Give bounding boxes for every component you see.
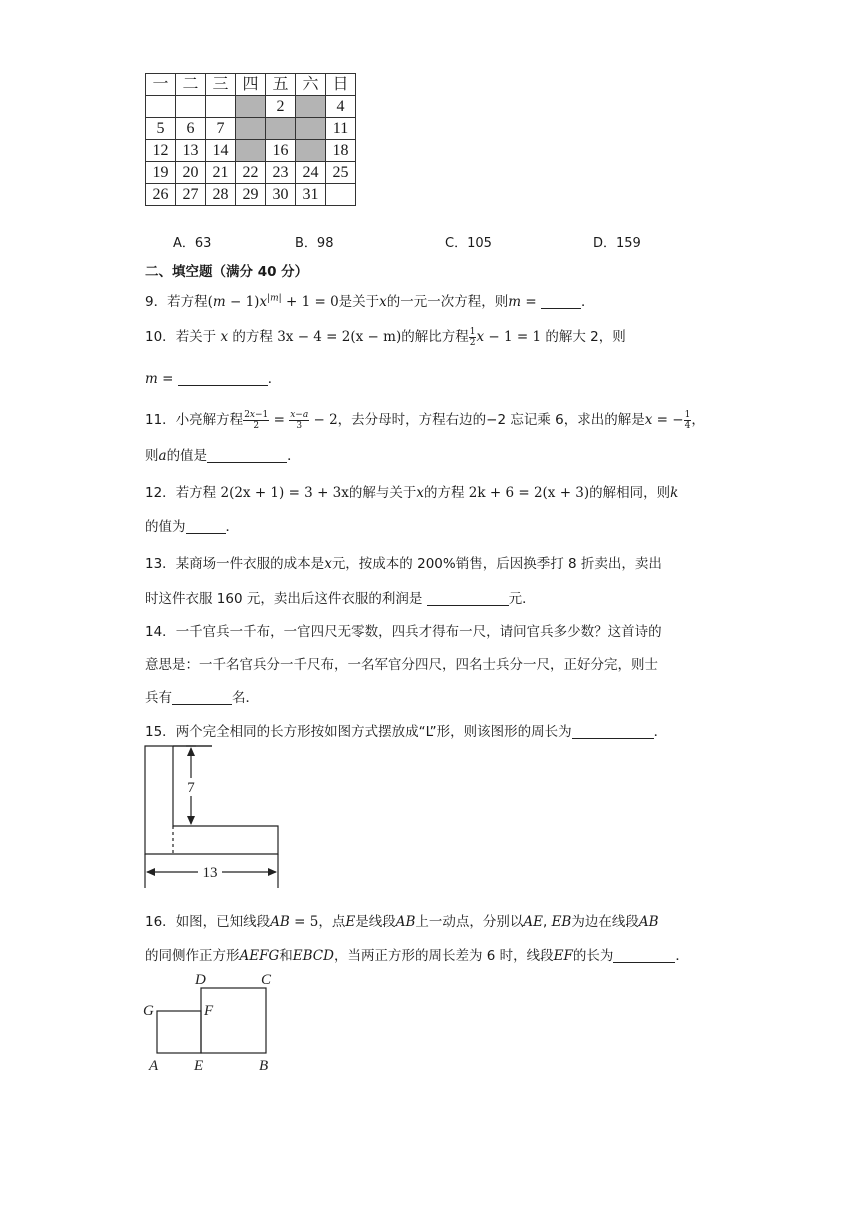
math-equation: $(m - 1)x^{|m|} + 1 = 0$	[207, 293, 339, 310]
question-text: 若方程	[175, 485, 221, 501]
question-number: 14．	[145, 624, 176, 640]
l-shape-outline	[145, 746, 278, 854]
arrow-left-icon	[146, 868, 155, 876]
calendar-header-cell: 六	[296, 74, 326, 96]
label-a: A	[149, 1058, 159, 1074]
math-equation: 3x − 4 = 2(x − m)	[277, 329, 402, 345]
question-text: ．	[581, 294, 595, 310]
label-f: F	[204, 1003, 214, 1019]
calendar-cell: 4	[326, 96, 356, 118]
label-7: 7	[187, 780, 195, 796]
question-15	[145, 720, 667, 740]
calendar-cell	[146, 96, 176, 118]
question-12-cont	[145, 515, 239, 535]
two-squares-figure	[140, 968, 280, 1076]
question-number: 13．	[145, 556, 176, 572]
answer-blank[interactable]	[427, 591, 509, 606]
label-13: 13	[202, 865, 218, 881]
arrow-down-icon	[187, 816, 195, 825]
answer-blank[interactable]	[541, 294, 581, 309]
question-text: ．	[225, 519, 239, 535]
answer-blank[interactable]	[207, 448, 287, 463]
calendar-cell: 13	[176, 140, 206, 162]
calendar-cell: 20	[176, 162, 206, 184]
question-text: 若方程	[167, 294, 208, 310]
square-ebcd	[201, 988, 266, 1053]
question-text: ．	[653, 724, 668, 740]
math-equation: 2(2x + 1) = 3 + 3x	[220, 485, 349, 501]
answer-blank[interactable]	[186, 519, 226, 534]
answer-blank[interactable]	[172, 690, 232, 705]
question-text: 的方程	[424, 485, 469, 501]
calendar-cell: 12	[146, 140, 176, 162]
arrow-right-icon	[268, 868, 277, 876]
calendar-cell: 26	[146, 184, 176, 206]
question-text: 的解相同，则	[589, 485, 671, 501]
answer-blank[interactable]	[613, 948, 675, 963]
question-text: 是线段	[355, 914, 396, 930]
calendar-cell: 5	[146, 118, 176, 140]
calendar-cell: 21	[206, 162, 236, 184]
calendar-header-cell: 一	[146, 74, 176, 96]
arrow-up-icon	[187, 747, 195, 756]
question-text: 和	[279, 948, 293, 964]
calendar-cell-shaded	[296, 118, 326, 140]
question-text: 元，按成本的 200%销售，后因换季打 8 折卖出，卖出	[331, 556, 662, 572]
question-text: 一千官兵一千布，一官四尺无零数，四兵才得布一尺，请问官兵多少数？这首诗的	[175, 624, 662, 640]
question-text: ，	[691, 412, 705, 428]
question-text: 是关于	[338, 294, 380, 310]
calendar-cell-shaded	[296, 140, 326, 162]
question-text: 的解大 2，则	[545, 329, 626, 345]
calendar-cell: 30	[266, 184, 296, 206]
calendar-cell: 25	[326, 162, 356, 184]
question-number: 15．	[145, 724, 176, 740]
question-14-cont	[145, 686, 259, 706]
label-d: D	[195, 972, 206, 988]
question-text: 的同侧作正方形	[145, 948, 240, 964]
question-text: ，去分母时，方程右边的−2 忘记乘 6，求出的解是	[337, 412, 645, 428]
question-text: ，当两正方形的周长差为 6 时，线段	[333, 948, 554, 964]
calendar-cell: 18	[326, 140, 356, 162]
question-13	[145, 552, 662, 572]
question-text: 元．	[508, 591, 536, 607]
answer-blank[interactable]	[572, 724, 654, 739]
question-10: 10．若关于 x 的方程 3x − 4 = 2(x − m)的解比方程 $\frac{1}{2}$ x − 1 = 1 的解大 2，则	[145, 326, 626, 348]
calendar-row	[146, 96, 356, 118]
calendar-cell: 29	[236, 184, 266, 206]
question-11: 11．小亮解方程 $\frac{2x-1}{2}$ = $\frac{x-a}{3}$ − 2，去分母时，方程右边的−2 忘记乘 6，求出的解是x = − $\frac{1}{4}$ ，	[145, 409, 705, 431]
question-text: 兵有	[145, 690, 172, 706]
math-variable: k	[670, 485, 679, 501]
calendar-cell-shaded	[236, 118, 266, 140]
calendar-cell: 14	[206, 140, 236, 162]
question-text: 的解与关于	[348, 485, 417, 501]
calendar-row	[146, 162, 356, 184]
calendar-cell: 16	[266, 140, 296, 162]
question-11-cont	[145, 444, 301, 464]
option-a[interactable]: A．63	[173, 236, 212, 251]
question-text: 的长为	[572, 948, 614, 964]
question-number: 10．	[145, 329, 176, 345]
option-d[interactable]: D．159	[593, 236, 641, 251]
question-text: 如图，已知线段	[175, 914, 271, 930]
calendar-cell-shaded	[236, 140, 266, 162]
label-c: C	[261, 972, 272, 988]
calendar-header-cell: 日	[326, 74, 356, 96]
question-text: ．	[287, 448, 301, 464]
calendar-cell-shaded	[236, 96, 266, 118]
math-fraction: $\frac{1}{2}$	[469, 326, 476, 348]
calendar-header-cell: 五	[266, 74, 296, 96]
question-text: 意思是：一千名官兵分一千尺布，一名军官分四尺，四名士兵分一尺，正好分完，则士	[145, 657, 658, 673]
question-number: 11．	[145, 412, 176, 428]
question-14	[145, 620, 662, 640]
label-b: B	[259, 1058, 269, 1074]
answer-blank[interactable]	[178, 371, 268, 386]
question-9: 9．若方程$(m - 1)x^{|m|} + 1 = 0$是关于x的一元一次方程，则m = ．	[145, 293, 595, 310]
question-text: ，点	[318, 914, 346, 930]
question-text: 则	[145, 448, 159, 464]
calendar-header-cell: 四	[236, 74, 266, 96]
question-text: 上一动点，分别以	[415, 914, 524, 930]
calendar-cell-shaded	[266, 118, 296, 140]
question-number: 9．	[145, 294, 168, 310]
calendar-header-row	[146, 74, 356, 96]
question-text: 的方程	[228, 329, 278, 345]
math-fraction: $\frac{2x-1}{2}$	[244, 409, 269, 431]
question-12	[145, 481, 678, 501]
calendar-cell-shaded	[296, 96, 326, 118]
question-text: 若关于	[175, 329, 221, 345]
question-text: 两个完全相同的长方形按如图方式摆放成“L”形，则该图形的周长为	[175, 724, 572, 740]
question-10-cont: m = ．	[145, 371, 282, 387]
question-13-cont	[145, 587, 536, 607]
question-number: 16．	[145, 914, 176, 930]
calendar-cell: 24	[296, 162, 326, 184]
calendar-header-cell: 二	[176, 74, 206, 96]
calendar-row	[146, 118, 356, 140]
calendar-cell: 7	[206, 118, 236, 140]
question-16-cont: 的同侧作正方形AEFG和EBCD，当两正方形的周长差为 6 时，线段EF的长为 ．	[145, 948, 689, 964]
calendar-cell: 11	[326, 118, 356, 140]
math-variable: x	[379, 294, 387, 310]
question-text: 的值是	[166, 448, 208, 464]
question-text: ．	[675, 948, 689, 964]
math-fraction: $\frac{1}{4}$	[684, 409, 691, 431]
question-text: 时这件衣服 160 元，卖出后这件衣服的利润是	[145, 591, 427, 607]
math-variable: a	[158, 448, 167, 464]
question-text: 某商场一件衣服的成本是	[175, 556, 325, 572]
section-title: 二、填空题（满分 40 分）	[145, 264, 309, 280]
calendar-cell: 27	[176, 184, 206, 206]
square-aefg	[157, 1011, 201, 1053]
question-text: 小亮解方程	[175, 412, 244, 428]
calendar-cell	[326, 184, 356, 206]
math-variable: x	[416, 485, 424, 501]
calendar-header-cell: 三	[206, 74, 236, 96]
calendar-cell: 31	[296, 184, 326, 206]
option-b[interactable]: B．98	[295, 236, 334, 251]
calendar-row	[146, 184, 356, 206]
calendar-row	[146, 140, 356, 162]
math-fraction: $\frac{x-a}{3}$	[290, 409, 309, 431]
question-text: 的值为	[145, 519, 186, 535]
label-g: G	[143, 1003, 154, 1019]
question-text: ．	[267, 371, 282, 387]
calendar-cell: 23	[266, 162, 296, 184]
question-text: 的解比方程	[401, 329, 469, 345]
question-14-cont	[145, 653, 658, 673]
question-16: 16．如图，已知线段AB = 5，点E是线段AB上一动点，分别以AE, EB为边在线段AB	[145, 914, 659, 930]
math-variable: x	[220, 329, 229, 345]
calendar-cell: 19	[146, 162, 176, 184]
math-variable: x	[324, 556, 332, 572]
math-equation: AB = 5	[270, 914, 319, 930]
question-text: 的一元一次方程，则	[386, 294, 509, 310]
calendar-table	[145, 73, 356, 206]
math-variable: m	[508, 294, 522, 310]
calendar-cell: 2	[266, 96, 296, 118]
math-equation: 2k + 6 = 2(x + 3)	[468, 485, 590, 501]
l-shape-figure	[140, 742, 290, 892]
question-text: 名．	[232, 690, 259, 706]
question-text: 为边在线段	[571, 914, 639, 930]
label-e: E	[194, 1058, 204, 1074]
question-number: 12．	[145, 485, 176, 501]
calendar-cell	[206, 96, 236, 118]
calendar-cell: 22	[236, 162, 266, 184]
calendar-cell: 28	[206, 184, 236, 206]
calendar-cell	[176, 96, 206, 118]
option-c[interactable]: C．105	[445, 236, 492, 251]
calendar-cell: 6	[176, 118, 206, 140]
math-variable: m	[145, 371, 158, 387]
